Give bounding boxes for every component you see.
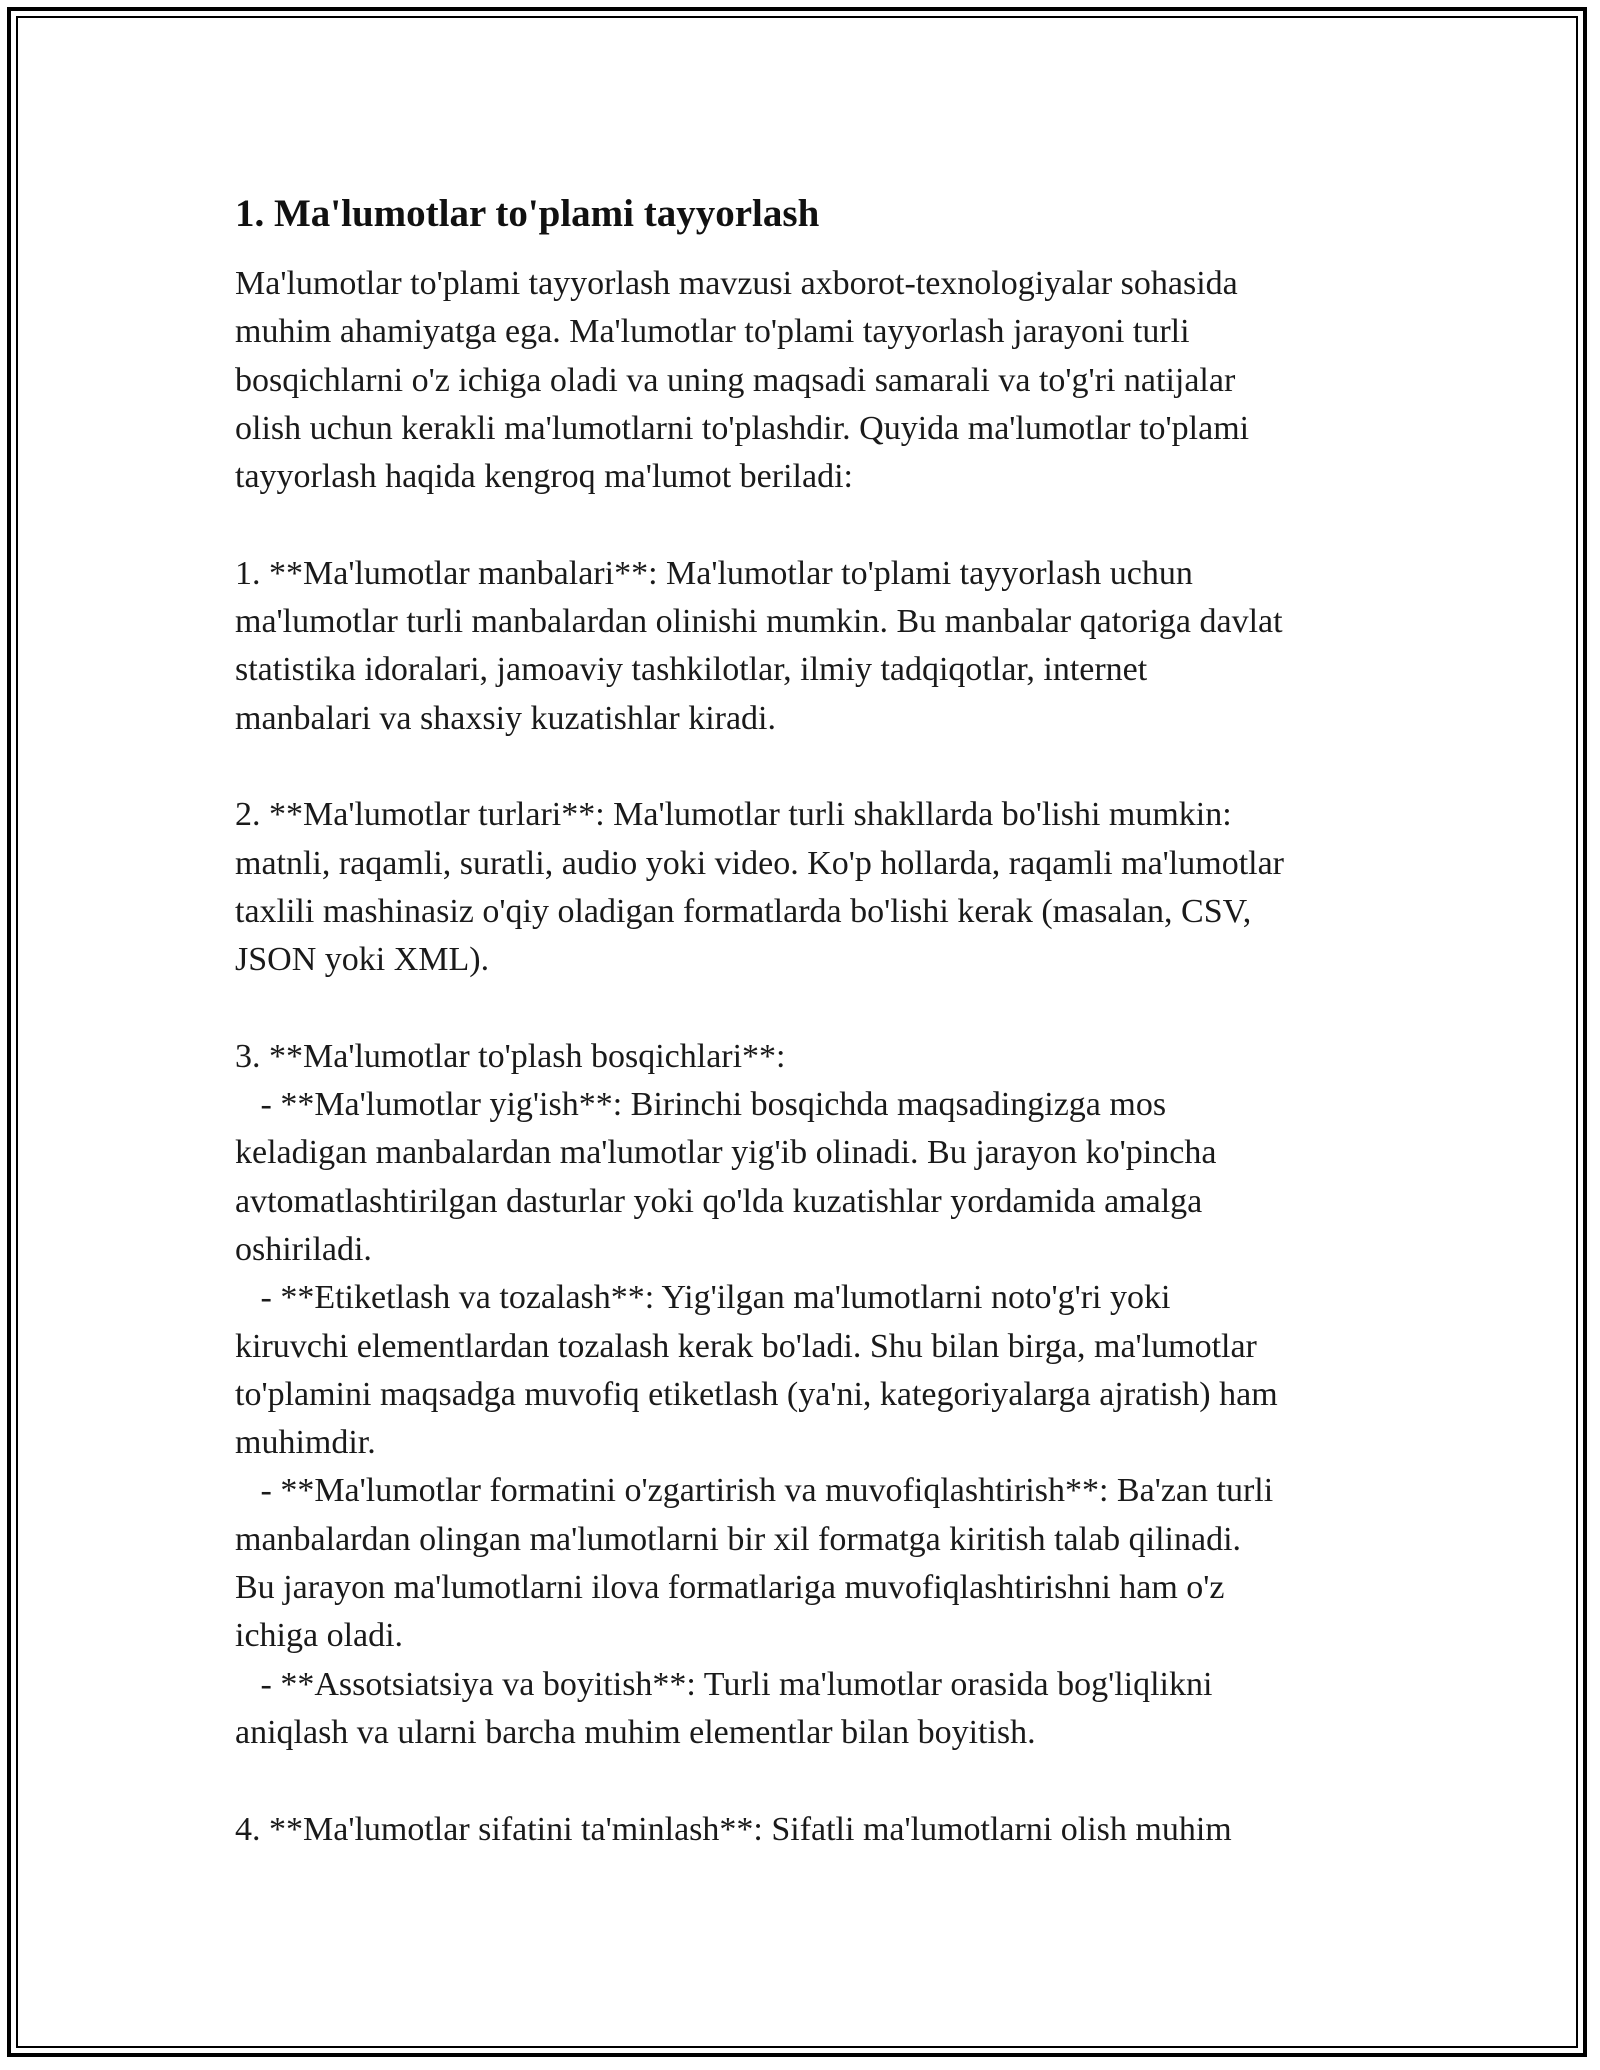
text-line: 3. **Ma'lumotlar to'plash bosqichlari**: [235,1037,786,1075]
text-line: oshiriladi. [235,1230,372,1268]
text-line: - **Assotsiatsiya va boyitish**: Turli ma'lumotlar orasida bog'liqlikni [235,1665,1213,1703]
document-title: 1. Ma'lumotlar to'plami tayyorlash [235,192,820,235]
paragraph [235,1806,1395,1854]
text-line: manbalari va shaxsiy kuzatishlar kiradi. [235,699,776,737]
text-line: avtomatlashtirilgan dasturlar yoki qo'lda kuzatishlar yordamida amalga [235,1182,1203,1220]
text-line: JSON yoki XML). [235,941,490,979]
text-line: 2. **Ma'lumotlar turlari**: Ma'lumotlar turli shakllarda bo'lishi mumkin: [235,796,1232,834]
text-line: aniqlash va ularni barcha muhim elementlar bilan boyitish. [235,1713,1036,1751]
text-line: - **Ma'lumotlar formatini o'zgartirish va muvofiqlashtirish**: Ba'zan turli [235,1472,1274,1510]
text-line: muhimdir. [235,1424,376,1462]
document-body [235,260,1395,1854]
text-line: taxlili mashinasiz o'qiy oladigan formatlarda bo'lishi kerak (masalan, CSV, [235,892,1252,930]
document-page [235,188,1395,1854]
text-line: bosqichlarni o'z ichiga oladi va uning maqsadi samarali va to'g'ri natijalar [235,361,1236,399]
text-line: manbalardan olingan ma'lumotlarni bir xil formatga kiritish talab qilinadi. [235,1520,1242,1558]
paragraph [235,260,1395,501]
text-line: 1. **Ma'lumotlar manbalari**: Ma'lumotlar to'plami tayyorlash uchun [235,554,1193,592]
text-line: - **Etiketlash va tozalash**: Yig'ilgan ma'lumotlarni noto'g'ri yoki [235,1279,1171,1317]
text-line: ichiga oladi. [235,1617,404,1655]
text-line: keladigan manbalardan ma'lumotlar yig'ib olinadi. Bu jarayon ko'pincha [235,1134,1217,1172]
text-line: ma'lumotlar turli manbalardan olinishi mumkin. Bu manbalar qatoriga davlat [235,603,1283,641]
text-line: matnli, raqamli, suratli, audio yoki video. Ko'p hollarda, raqamli ma'lumotlar [235,844,1285,882]
paragraph [235,791,1395,984]
paragraph [235,1033,1395,1757]
text-line: to'plamini maqsadga muvofiq etiketlash (ya'ni, kategoriyalarga ajratish) ham [235,1375,1278,1413]
text-line: statistika idoralari, jamoaviy tashkilotlar, ilmiy tadqiqotlar, internet [235,651,1148,689]
text-line: kiruvchi elementlardan tozalash kerak bo'ladi. Shu bilan birga, ma'lumotlar [235,1327,1257,1365]
text-line: olish uchun kerakli ma'lumotlarni to'plashdir. Quyida ma'lumotlar to'plami [235,409,1250,447]
text-line: - **Ma'lumotlar yig'ish**: Birinchi bosqichda maqsadingizga mos [235,1086,1167,1124]
text-line: tayyorlash haqida kengroq ma'lumot beriladi: [235,458,853,496]
text-line: muhim ahamiyatga ega. Ma'lumotlar to'plami tayyorlash jarayoni turli [235,313,1190,351]
text-line: Bu jarayon ma'lumotlarni ilova formatlariga muvofiqlashtirishni ham o'z [235,1569,1225,1607]
text-line: Ma'lumotlar to'plami tayyorlash mavzusi axborot-texnologiyalar sohasida [235,265,1238,302]
text-line: 4. **Ma'lumotlar sifatini ta'minlash**: Sifatli ma'lumotlarni olish muhim [235,1810,1232,1848]
paragraph [235,550,1395,743]
